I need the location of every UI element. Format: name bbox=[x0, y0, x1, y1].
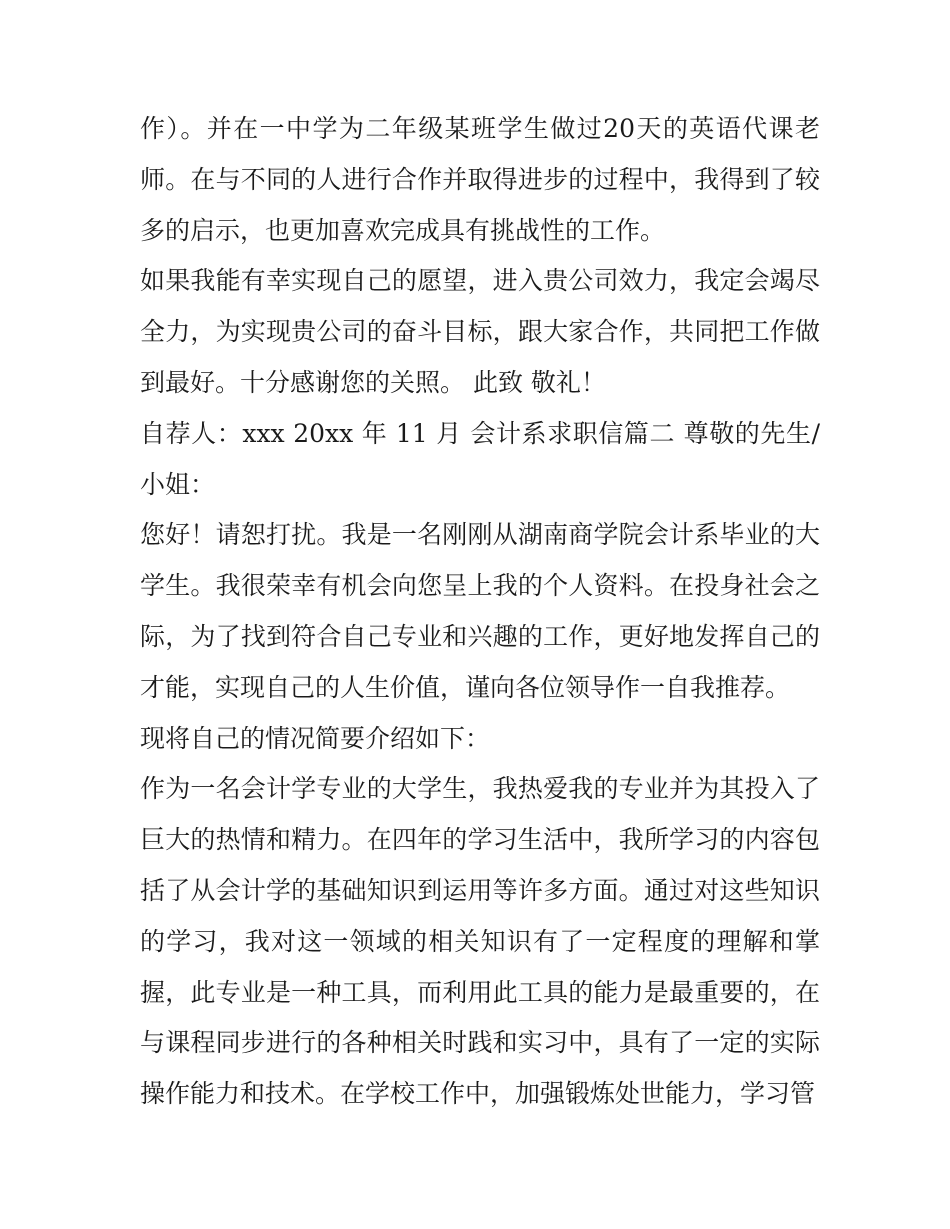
paragraph-wish: 如果我能有幸实现自己的愿望，进入贵公司效力，我定会竭尽全力，为实现贵公司的奋斗目标，跟大家合作，共同把工作做到最好。十分感谢您的关照。 此致 敬礼！ bbox=[140, 266, 820, 397]
paragraph-greeting: 您好！请恕打扰。我是一名刚刚从湖南商学院会计系毕业的大学生。我很荣幸有机会向您呈上我的个人资料。在投身社会之际，为了找到符合自己专业和兴趣的工作，更好地发挥自己的才能，实现自己的人生价值，谨向各位领导作一自我推荐。 bbox=[140, 520, 820, 702]
document-body bbox=[140, 104, 820, 1120]
paragraph-experience: 作）。并在一中学为二年级某班学生做过20天的英语代课老师。在与不同的人进行合作并取得进步的过程中，我得到了较多的启示，也更加喜欢完成具有挑战性的工作。 bbox=[140, 114, 820, 245]
paragraph-intro: 现将自己的情况简要介绍如下： bbox=[140, 723, 491, 753]
paragraph-study: 作为一名会计学专业的大学生，我热爱我的专业并为其投入了巨大的热情和精力。在四年的学习生活中，我所学习的内容包括了从会计学的基础知识到运用等许多方面。通过对这些知识的学习，我对这一领域的相关知识有了一定程度的理解和掌握，此专业是一种工具，而利用此工具的能力是最重要的，在与课程同步进行的各种相关时践和实习中，具有了一定的实际操作能力和技术。在学校工作中，加强锻炼处世能力，学习管 bbox=[140, 774, 820, 1109]
paragraph-signature-salutation: 自荐人：xxx 20xx 年 11 月 会计系求职信篇二 尊敬的先生/小姐： bbox=[140, 418, 820, 499]
